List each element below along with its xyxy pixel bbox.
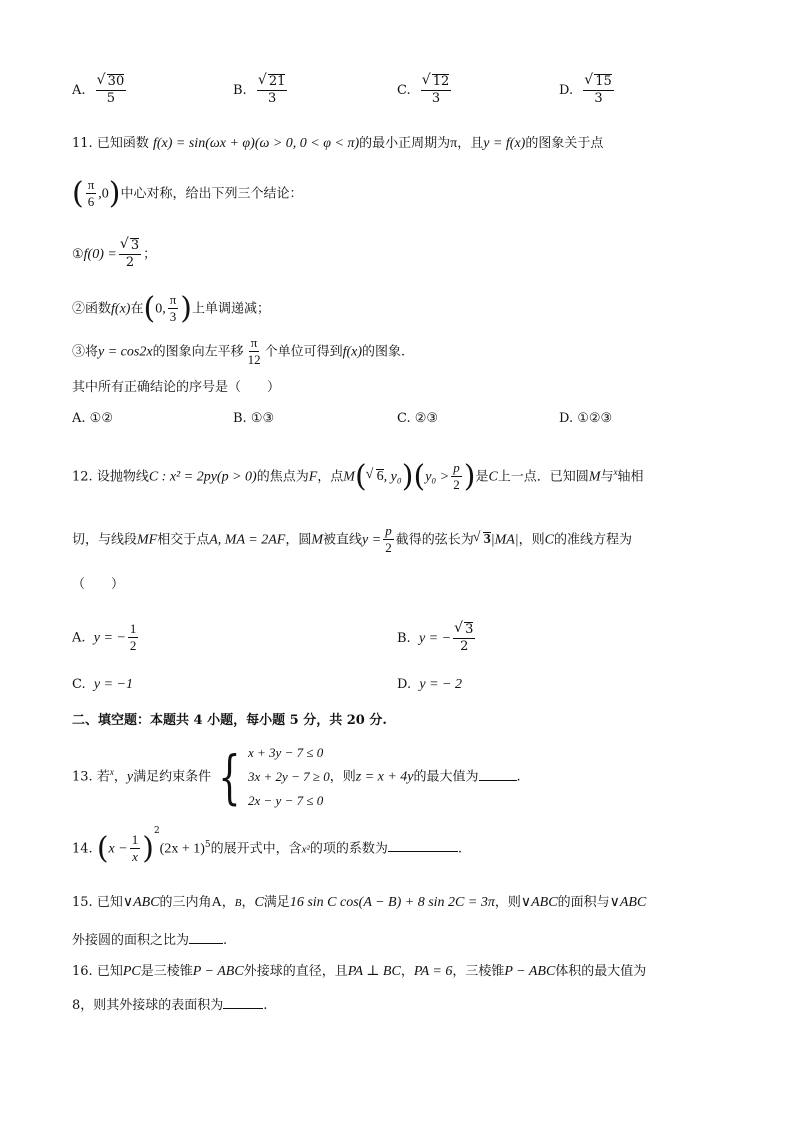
fraction: √ $\frac{12}{3}$ bbox=[421, 74, 452, 107]
q12-paren: （ ） bbox=[72, 577, 125, 592]
q15-line1: 15. 已知∨ABC的三内角A，B，C满足16 sin C cos(A − B) + 8 sin 2C = 3π，则∨ABC的面积与∨ABC bbox=[72, 895, 647, 910]
answer-blank[interactable] bbox=[388, 851, 458, 852]
q11-stem-line1: 11. 已知函数 f(x) = sin(ωx + φ)(ω > 0, 0 < φ < π)的最小正周期为π，且y = f(x)的图象关于点 bbox=[72, 136, 604, 151]
fraction: √ $\frac{3}{2}$ bbox=[453, 622, 475, 655]
q12-stem-line1: 12. 设抛物线C : x² = 2py(p > 0)的焦点为F，点M(√ 6, y₀)(y₀ > $\frac{p}{2}$ )是C上一点．已知圆M与$^x$轴相 bbox=[72, 461, 644, 493]
fraction: √ $\frac{21}{3}$ bbox=[257, 74, 288, 107]
q12-option-d[interactable]: D. y = − 2 bbox=[397, 677, 462, 692]
question-14: 14. (x − $\frac{1}{x}$ )$^2(2x + 1)^5$的展开式中，含x²的项的系数为 . bbox=[72, 825, 462, 866]
fraction: √ $\frac{15}{3}$ bbox=[583, 74, 614, 107]
fraction: $\frac{p}{2}$ bbox=[385, 523, 392, 556]
q11-stem-line2: ( $\frac{\pi}{6}$ ,0)中心对称，给出下列三个结论： bbox=[72, 175, 303, 211]
q12-option-b[interactable]: B. y = − √ $\frac{3}{2}$ bbox=[397, 622, 477, 655]
fraction: $\frac{1}{2}$ bbox=[129, 621, 137, 654]
q10-option-c[interactable]: C. √ $\frac{12}{3}$ bbox=[397, 74, 453, 107]
q11-option-d[interactable]: D. ①②③ bbox=[559, 411, 613, 426]
q11-option-a[interactable]: A. ①② bbox=[72, 411, 113, 426]
q12-stem-line2: 切，与线段MF相交于点A, MA = 2AF，圆M被直线y = $\frac{p}{2}$ 截得的弦长为√ 3|MA|，则C的准线方程为 bbox=[72, 524, 632, 556]
q11-ask: 其中所有正确结论的序号是（ ） bbox=[72, 380, 281, 395]
question-13: 13. 若$^x$，y满足约束条件 { x + 3y − 7 ≤ 0 3x + 2y − 7 ≥ 0 2x − y − 7 ≤ 0 ，则z = x + 4y的最大值为 . bbox=[72, 743, 521, 811]
q16-line1: 16. 已知PC是三棱锥P − ABC外接球的直径，且PA ⊥ BC，PA = 6，三棱锥P − ABC体积的最大值为 bbox=[72, 964, 647, 979]
q12-option-a[interactable]: A. y = − $\frac{1}{2}$ bbox=[72, 621, 137, 654]
fraction: $\frac{\pi}{12}$ bbox=[247, 335, 261, 368]
q11-option-b[interactable]: B. ①③ bbox=[233, 411, 275, 426]
fraction: $\frac{\pi}{6}$ bbox=[87, 177, 95, 210]
q15-line2: 外接圆的面积之比为 . bbox=[72, 933, 228, 948]
q10-option-a[interactable]: A. √ $\frac{30}{5}$ bbox=[72, 74, 128, 107]
fraction: √ $\frac{3}{2}$ bbox=[119, 238, 141, 271]
fraction: $\frac{\pi}{3}$ bbox=[169, 292, 177, 325]
constraint-system: x + 3y − 7 ≤ 0 3x + 2y − 7 ≥ 0 2x − y − 7 ≤ 0 bbox=[248, 745, 330, 808]
answer-blank[interactable] bbox=[223, 1008, 263, 1009]
answer-blank[interactable] bbox=[189, 943, 223, 944]
q11-conclusion-3: ③将y = cos2x的图象向左平移 $\frac{\pi}{12}$ 个单位可得到f(x)的图象. bbox=[72, 335, 406, 368]
q11-conclusion-1: ①f(0) = √ $\frac{3}{2}$ ； bbox=[72, 238, 156, 271]
q16-line2: 8，则其外接球的表面积为 . bbox=[72, 998, 268, 1013]
fraction: $\frac{p}{2}$ bbox=[453, 460, 460, 493]
q10-option-b[interactable]: B. √ $\frac{21}{3}$ bbox=[233, 74, 289, 107]
q11-option-c[interactable]: C. ②③ bbox=[397, 411, 439, 426]
fraction: $\frac{1}{x}$ bbox=[131, 832, 139, 865]
section-heading: 二、填空题：本题共 4 小题，每小题 5 分，共 20 分. bbox=[72, 713, 387, 728]
q12-option-c[interactable]: C. y = −1 bbox=[72, 677, 133, 692]
fraction: √ $\frac{30}{5}$ bbox=[96, 74, 127, 107]
q11-conclusion-2: ②函数f(x)在(0, $\frac{\pi}{3}$ )上单调递减； bbox=[72, 290, 270, 326]
q10-option-d[interactable]: D. √ $\frac{15}{3}$ bbox=[559, 74, 616, 107]
answer-blank[interactable] bbox=[479, 780, 517, 781]
